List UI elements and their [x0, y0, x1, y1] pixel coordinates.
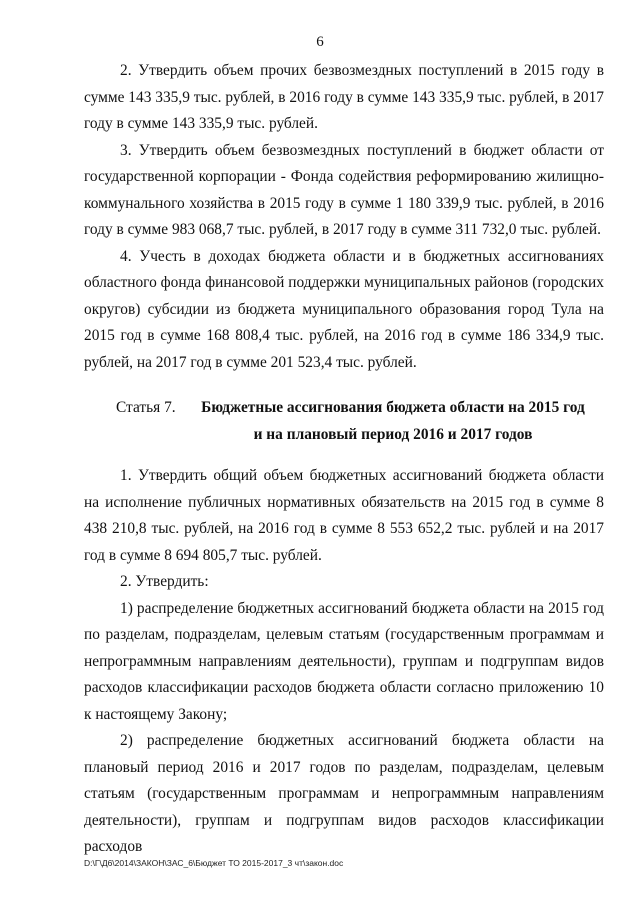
article-7-paragraph-1: 1. Утвердить общий объем бюджетных ассигнований бюджета области на исполнение публичных нормативных обязательств на 2015 год в сумме 8 438 210,8 тыс. рублей, на 2016 год в сумме 8 553 652,2 тыс. рублей и на 2017 год в сумме 8 694 805,7 тыс. рублей.: [84, 467, 604, 564]
paragraph-group-top: [84, 58, 604, 376]
article-title-line-2: и на плановый период 2016 и 2017 годов: [253, 426, 533, 443]
paragraph-3: 3. Утвердить объем безвозмездных поступлений в бюджет области от государственной корпорации - Фонда содействия реформированию жилищно-коммунального хозяйства в 2015 году в сумме 1 180 339,9 тыс. рублей, в 2016 году в сумме 983 068,7 тыс. рублей, в 2017 году в сумме 311 732,0 тыс. рублей.: [84, 141, 604, 238]
paragraph-group-bottom: [84, 463, 604, 861]
article-7-item-2: 2) распределение бюджетных ассигнований бюджета области на плановый период 2016 и 2017 годов по разделам, подразделам, целевым статьям (государственным программам и непрограммным направлениям деятельности), группам и подгруппам видов расходов классификации расходов: [84, 732, 604, 855]
page-number: 6: [316, 34, 324, 50]
paragraph-4: 4. Учесть в доходах бюджета области и в бюджетных ассигнованиях областного фонда финансовой поддержки муниципальных районов (городских округов) субсидии из бюджета муниципального образования город Тула на 2015 год в сумме 168 808,4 тыс. рублей, на 2016 год в сумме 186 334,9 тыс. рублей, на 2017 год в сумме 201 523,4 тыс. рублей.: [84, 247, 604, 371]
article-label: Статья 7.: [116, 399, 176, 416]
paragraph-2: 2. Утвердить объем прочих безвозмездных поступлений в 2015 году в сумме 143 335,9 тыс. рублей, в 2016 году в сумме 143 335,9 тыс. рублей, в 2017 году в сумме 143 335,9 тыс. рублей.: [84, 62, 604, 132]
article-7-item-1: 1) распределение бюджетных ассигнований бюджета области на 2015 год по разделам, подразделам, целевым статьям (государственным программам и непрограммным направлениям деятельности), группам и подгруппам видов расходов классификации расходов бюджета области согласно приложению 10 к настоящему Закону;: [84, 599, 604, 723]
article-7-paragraph-2: 2. Утвердить:: [120, 573, 209, 590]
article-title-line-1: Бюджетные ассигнования бюджета области на 2015 год: [201, 399, 585, 416]
footer-file-path: D:\Г\Д6\2014\ЗАКОН\ЗАС_6\Бюджет ТО 2015-2017_3 чт\закон.doc: [84, 858, 344, 868]
article-title: [198, 394, 588, 448]
